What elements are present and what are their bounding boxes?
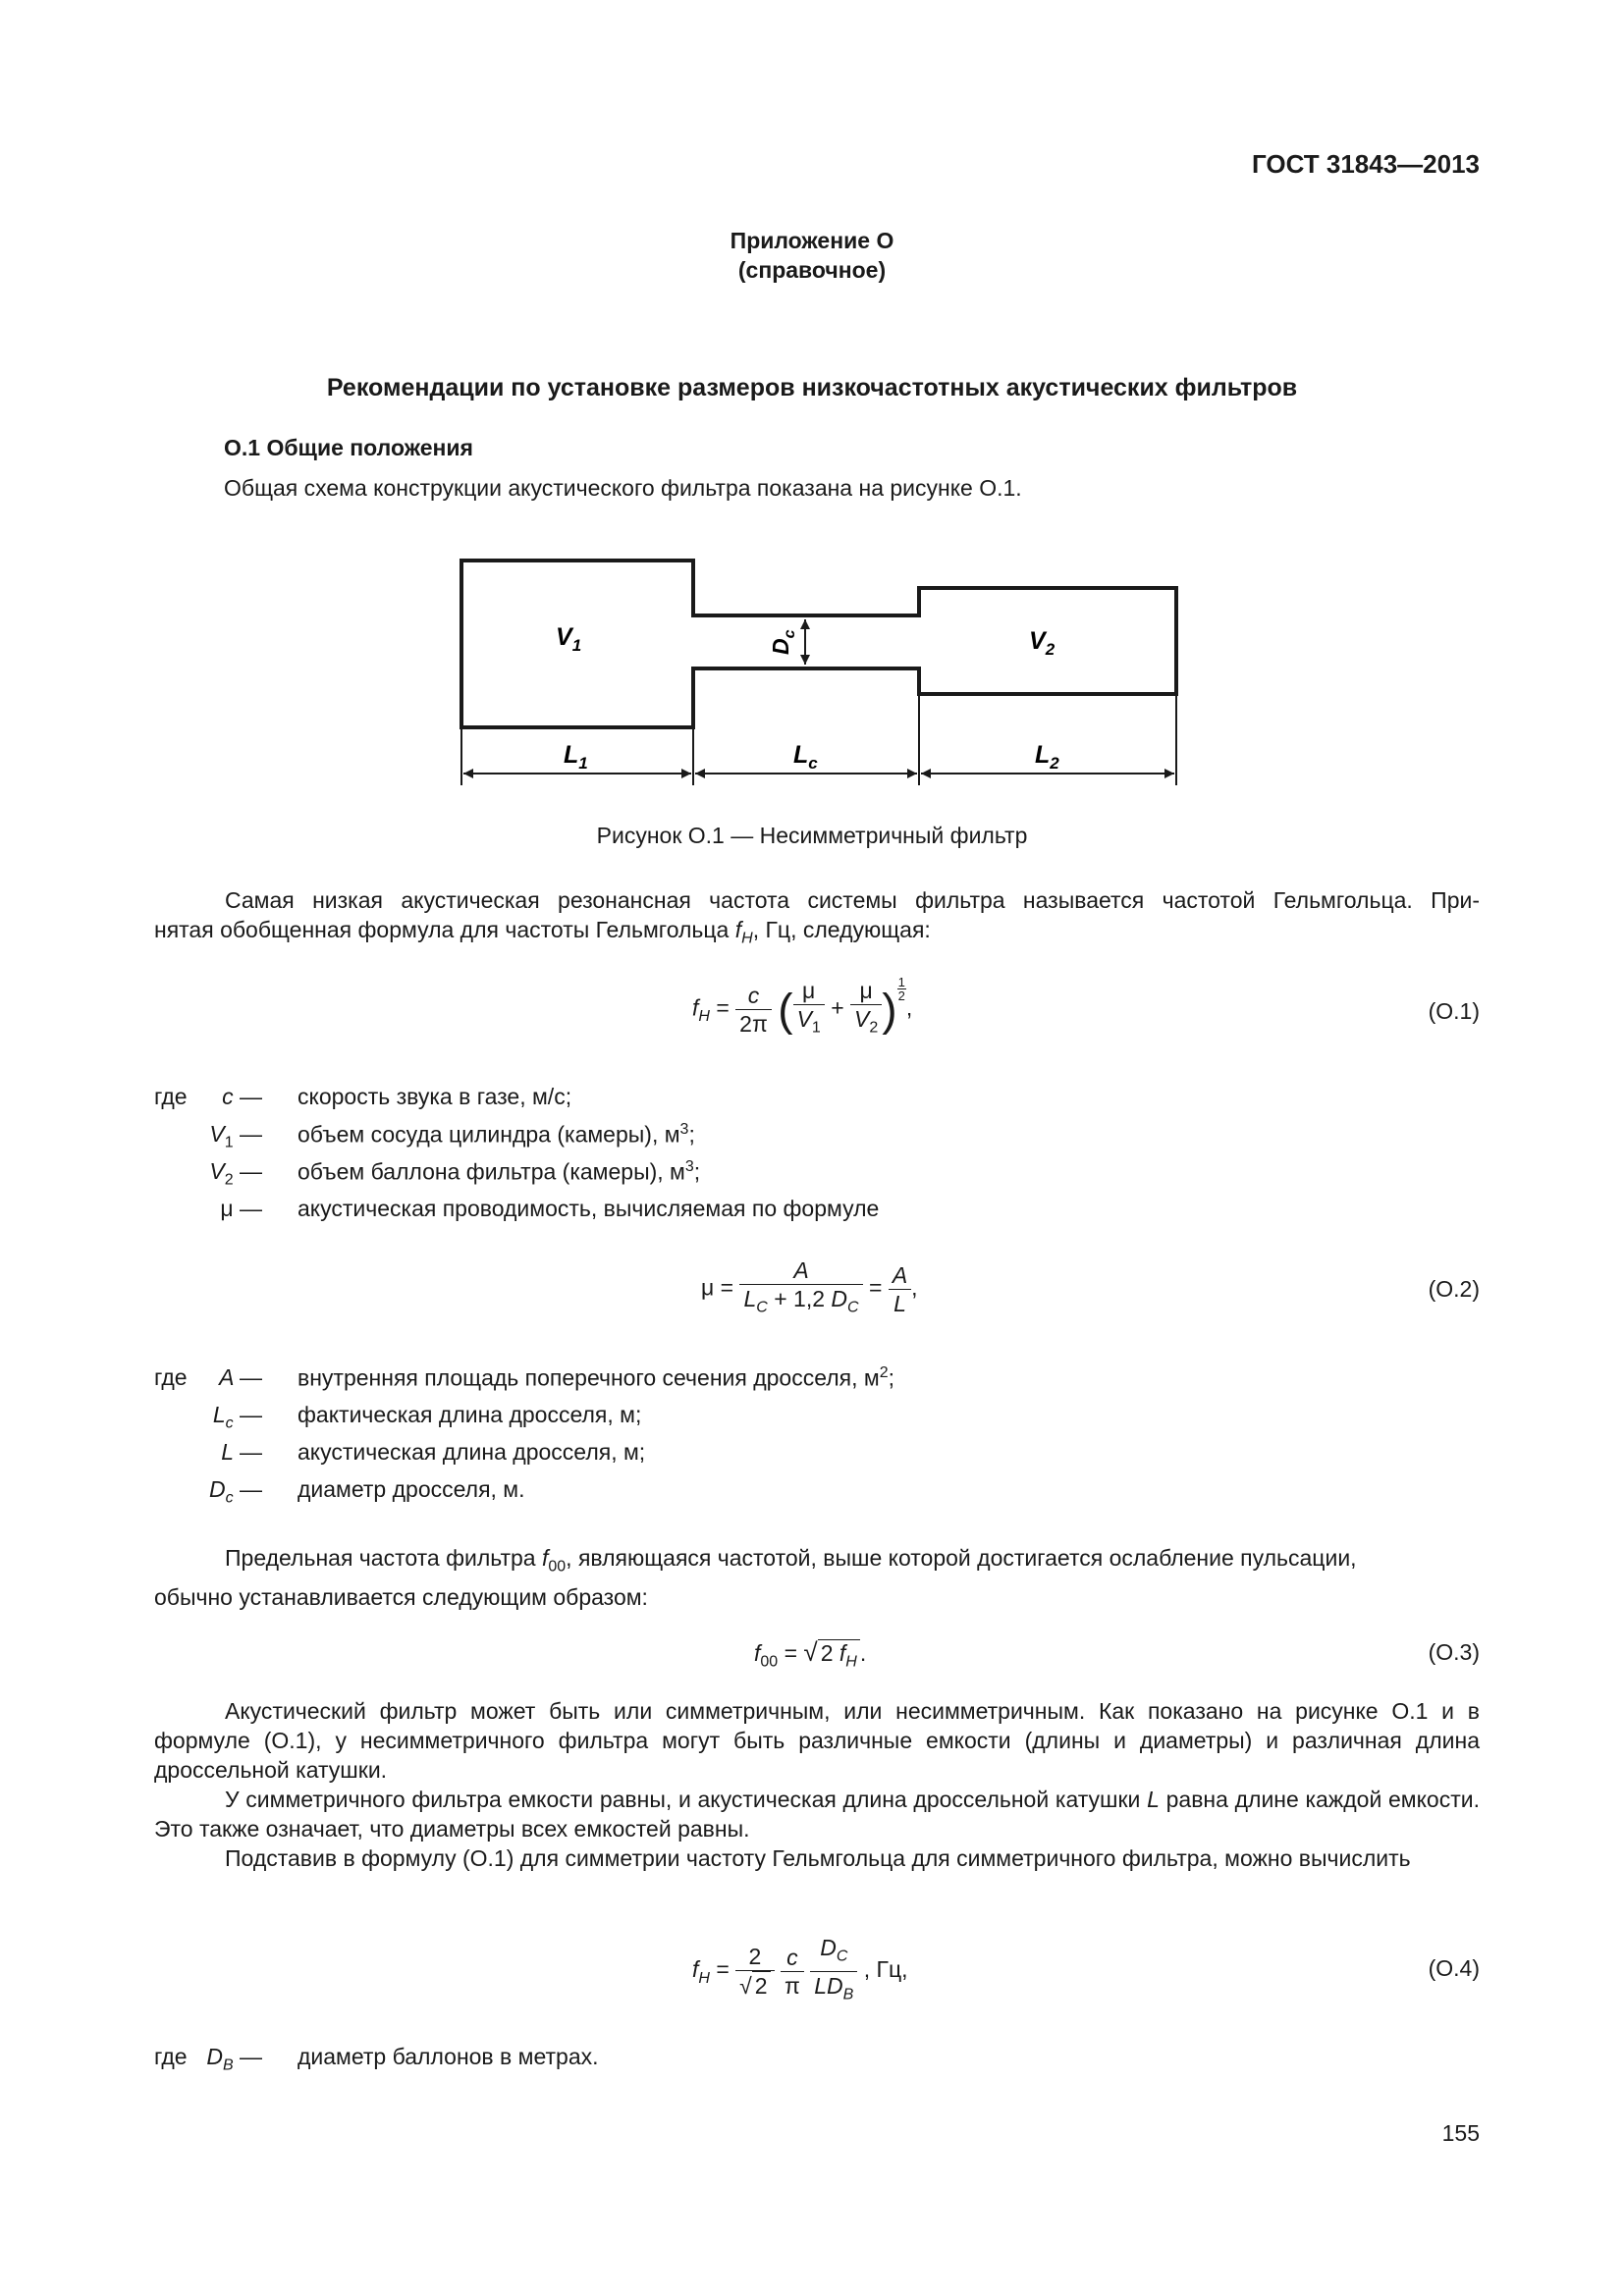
appendix-type: (справочное) — [737, 257, 887, 283]
paragraph-line: нятая обобщенная формула для частоты Гельмгольца $f_H$, Гц, следующая: — [154, 917, 931, 947]
symbol: $V_1$ — — [209, 1121, 262, 1151]
appendix-name: Приложение О — [730, 228, 894, 253]
paragraph-helmholtz — [154, 885, 1480, 954]
symbol-description: диаметр дросселя, м. — [298, 1476, 525, 1502]
symbol-description: скорость звука в газе, м/с; — [298, 1084, 572, 1109]
paragraph-symmetric-filter: У симметричного фильтра емкости равны, и акустическая длина дроссельной катушки L равна длине каждой емкости. Это также означает, что диаметры всех емкостей равны. — [154, 1787, 1480, 1842]
symbol: $D_B$ — — [206, 2044, 262, 2074]
sqrt-expression: 2 $f_H$ — [818, 1639, 860, 1672]
paragraph-symmetry: Акустический фильтр может быть или симметричным, или несимметричным. Как показано на рисунке О.1 и в формуле (О.1), у несимметричного фильтра могут быть различные емкости (длины и диаметры) и различная длина дроссельной катушки. — [154, 1698, 1480, 1783]
symbol-description: фактическая длина дросселя, м; — [298, 1402, 642, 1427]
equation-o1: $f_H$ = $\frac{c}{2\pi}$ ( $\frac{\mu}{V_1}$ + $\frac{\mu}{V_2}$ ) $^{\frac{1}{2}}$ , — [692, 977, 912, 1042]
equation-number: (О.2) — [1428, 1276, 1480, 1302]
label-v2: $V_2$ — [1029, 627, 1056, 659]
symbol-description: внутренняя площадь поперечного сечения дросселя, $м^2$; — [298, 1364, 895, 1391]
figure-caption: Рисунок О.1 — Несимметричный фильтр — [596, 823, 1028, 848]
symbol-description: акустическая проводимость, вычисляемая по формуле — [298, 1196, 880, 1221]
label-l1: $L_1$ — [564, 741, 588, 773]
label-v1: $V_1$ — [556, 623, 582, 655]
paragraph-substitute: Подставив в формулу (О.1) для симметрии частоту Гельмгольца для симметричного фильтра, можно вычислить — [225, 1845, 1411, 1871]
symbol-description: объем сосуда цилиндра (камеры), $м^3$; — [298, 1121, 695, 1148]
symbol: L — — [221, 1439, 262, 1465]
symbol: $D_c$ — — [208, 1476, 262, 1507]
equation-o4: $f_H$ = $\frac{2}{√ 2}$ $\frac{c}{\pi}$ $\frac{D_C}{LD_B}$ , Гц, — [692, 1934, 908, 2008]
paragraph-line: Предельная частота фильтра $f_{00}$, являющаяся частотой, выше которой достигается ослабление пульсации, — [225, 1545, 1357, 1575]
equation-number: (О.3) — [1428, 1639, 1480, 1665]
symbol-description: акустическая длина дросселя, м; — [298, 1439, 646, 1465]
paragraph-line: Самая низкая акустическая резонансная частота системы фильтра называется частотой Гельмгольца. При- — [225, 887, 1480, 913]
fraction-a-lc: $\frac{A}{L_C + 1,2 D_C}$ — [739, 1256, 862, 1322]
paragraph-cutoff — [154, 1543, 1480, 1612]
fraction-c-2pi: $\frac{c}{2\pi}$ — [735, 982, 772, 1038]
fraction-2-sqrt2: $\frac{2}{√ 2}$ — [735, 1943, 774, 2000]
fraction-mu-v2: $\frac{\mu}{V_2}$ — [850, 977, 882, 1042]
fraction-c-pi: $\frac{c}{\pi}$ — [781, 1944, 804, 2000]
symbol-description: объем баллона фильтра (камеры), $м^3$; — [298, 1158, 701, 1185]
equation-o3: $f_{00}$ = √ 2 $f_H$ . — [754, 1637, 867, 1671]
where-label: где — [154, 1364, 188, 1390]
symbol-description: диаметр баллонов в метрах. — [298, 2044, 599, 2069]
label-dc: $D_c$ — [768, 629, 798, 655]
symbol: μ — — [220, 1196, 262, 1221]
equation-o2: μ = $\frac{A}{L_C + 1,2 D_C}$ = $\frac{A}{L}$ , — [701, 1256, 918, 1322]
equation-number: (О.4) — [1428, 1955, 1480, 1981]
document-number: ГОСТ 31843—2013 — [1252, 149, 1480, 179]
label-l2: $L_2$ — [1035, 741, 1059, 773]
section-intro: Общая схема конструкции акустического фильтра показана на рисунке О.1. — [224, 475, 1022, 501]
appendix-title — [0, 226, 1624, 285]
equation-number: (О.1) — [1428, 998, 1480, 1024]
where-label: где — [154, 2044, 188, 2069]
page-number: 155 — [1441, 2120, 1480, 2146]
section-heading: О.1 Общие положения — [224, 435, 473, 460]
symbol: $L_c$ — — [212, 1402, 262, 1432]
fraction-dc-ldb: $\frac{D_C}{LD_B}$ — [810, 1934, 857, 2008]
label-lc: $L_c$ — [793, 741, 818, 773]
paragraph-line: обычно устанавливается следующим образом: — [154, 1583, 648, 1610]
fraction-a-l: $\frac{A}{L}$ — [889, 1261, 911, 1317]
where-label: где — [154, 1084, 188, 1109]
page-title: Рекомендации по установке размеров низкочастотных акустических фильтров — [326, 374, 1298, 401]
filter-diagram — [442, 545, 1188, 800]
symbol: $V_2$ — — [209, 1158, 262, 1189]
symbol: c — — [222, 1084, 262, 1109]
symbol: A — — [219, 1364, 262, 1390]
fraction-mu-v1: $\frac{\mu}{V_1}$ — [793, 977, 825, 1042]
